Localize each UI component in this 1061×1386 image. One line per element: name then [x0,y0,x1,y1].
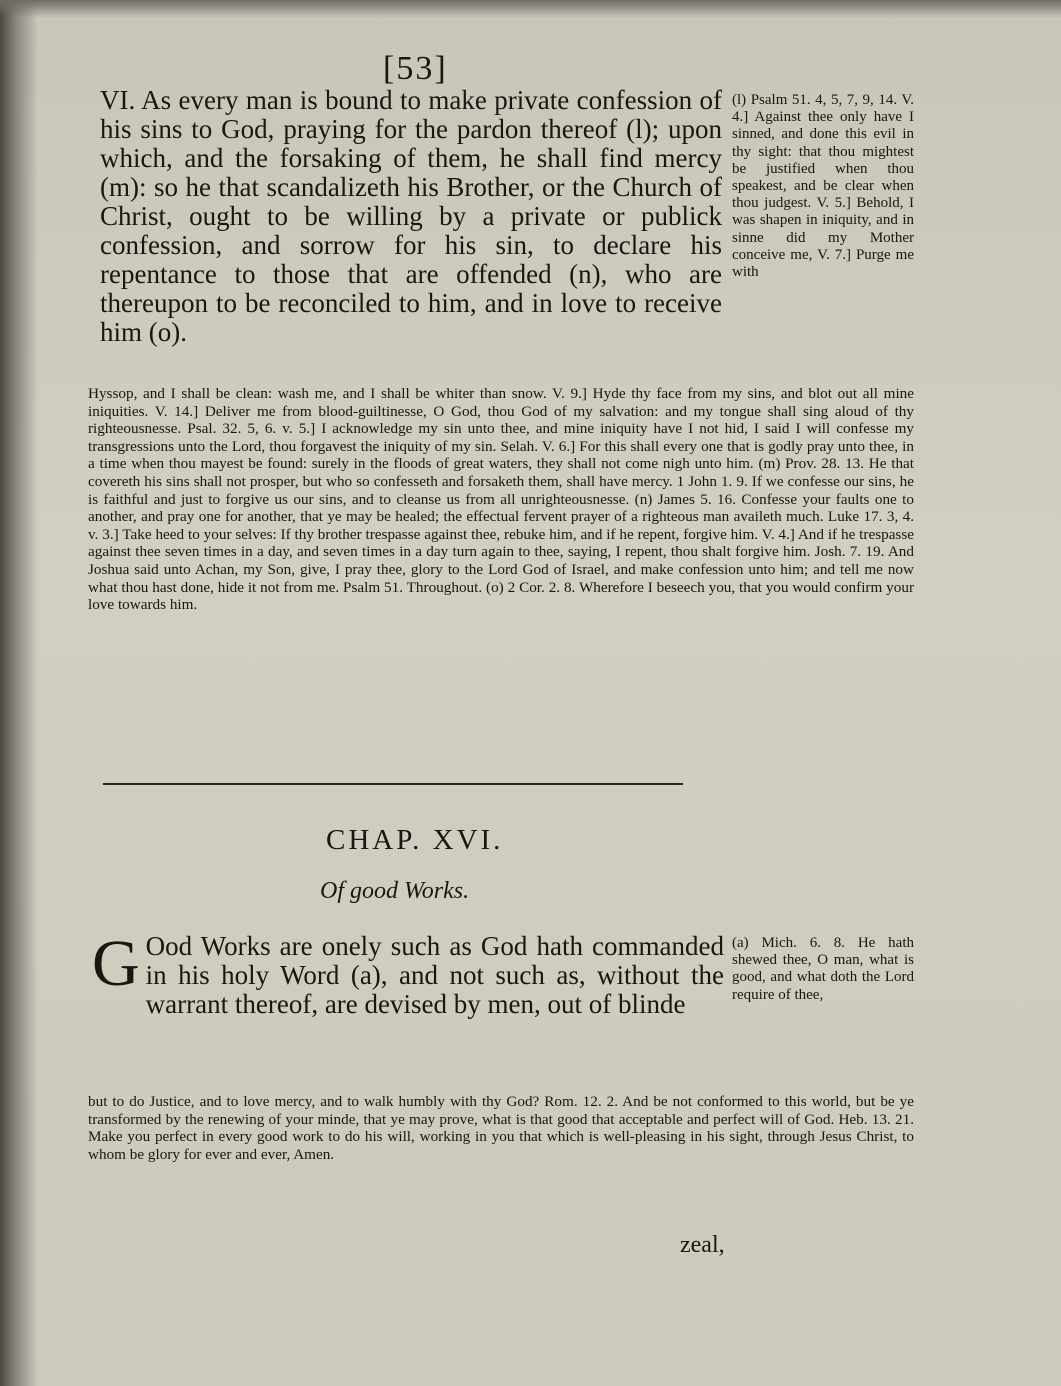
section-i-paragraph [92,927,724,1019]
chapter-subtitle: Of good Works. [320,878,470,904]
section-vi-paragraph: VI. As every man is bound to make private confession of his sins to God, praying for the pardon thereof (l); upon which, and the forsaking of them, he shall find mercy (m): so he that scandalizeth his Brother, or the Church of Christ, ought to be willing by a private or publick confession, and sorrow for his sin, to declare his repentance to those that are offended (n), who are thereupon to be reconciled to him, and in love to receive him (o). [100,85,722,347]
catchword: zeal, [680,1232,725,1258]
chapter-heading: CHAP. XVI. [326,824,504,856]
section-i-text: Ood Works are onely such as God hath commanded in his holy Word (a), and not such as, without the warrant thereof, are devised by men, out of blinde [145,931,724,1019]
margin-note-l: (l) Psalm 51. 4, 5, 7, 9, 14. V. 4.] Against thee only have I sinned, and done this evil in thy sight: that thou mightest be justified when thou speakest, and be clear when thou judgest. V. 5.] Behold, I was shapen in iniquity, and in sinne did my Mother conceive me, V. 7.] Purge me with [732,92,914,281]
page-number: [53] [383,50,448,87]
drop-cap: G [92,927,140,1000]
scripture-proofs-l-to-o: Hyssop, and I shall be clean: wash me, and I shall be whiter than snow. V. 9.] Hyde thy face from my sins, and blot out all mine iniquities. V. 14.] Deliver me from blood-guiltinesse, O God, thou God of my salvation: and my tongue shall sing aloud of thy righteousnesse. Psal. 32. 5, 6. v. 5.] I acknowledge my sin unto thee, and mine iniquity have I not hid, I said I will confesse my transgressions unto the Lord, thou forgavest the iniquity of my sin. Selah. V. 6.] For this shall every one that is godly pray unto thee, in a time when thou mayest be found: surely in the floods of great waters, they shall not come nigh unto him. (m) Prov. 28. 13. He that covereth his sins shall not prosper, but who so confesseth and forsaketh them, shall have mercy. 1 John 1. 9. If we confesse our sins, he is faithful and just to forgive us our sins, and to cleanse us from all unrighteousnesse. (n) James 5. 16. Confesse your faults one to another, and pray one for another, that ye may be healed; the effectual fervent prayer of a righteous man availeth much. Luke 17. 3, 4. v. 3.] Take heed to your selves: If thy brother trespasse against thee, rebuke him, and if he repent, forgive him. V. 4.] And if he trespasse against thee seven times in a day, and seven times in a day turn again to thee, saying, I repent, thou shalt forgive him. Josh. 7. 19. And Joshua said unto Achan, my Son, give, I pray thee, glory to the Lord God of Israel, and make confession unto him; and tell me now what thou hast done, hide it not from me. Psalm 51. Throughout. (o) 2 Cor. 2. 8. Wherefore I beseech you, that you would confirm your love towards him. [88,385,914,614]
margin-note-a: (a) Mich. 6. 8. He hath shewed thee, O man, what is good, and what doth the Lord require of thee, [732,935,914,1003]
gutter-shadow [0,0,38,1386]
scripture-proofs-a: but to do Justice, and to love mercy, and to walk humbly with thy God? Rom. 12. 2. And be not conformed to this world, but be ye transformed by the renewing of your minde, that ye may prove, what is that good that acceptable and perfect will of God. Heb. 13. 21. Make you perfect in every good work to do his will, working in you that which is well-pleasing in his sight, through Jesus Christ, to whom be glory for ever and ever, Amen. [88,1093,914,1163]
section-divider-rule [103,783,683,785]
top-edge-shadow [0,0,1061,18]
